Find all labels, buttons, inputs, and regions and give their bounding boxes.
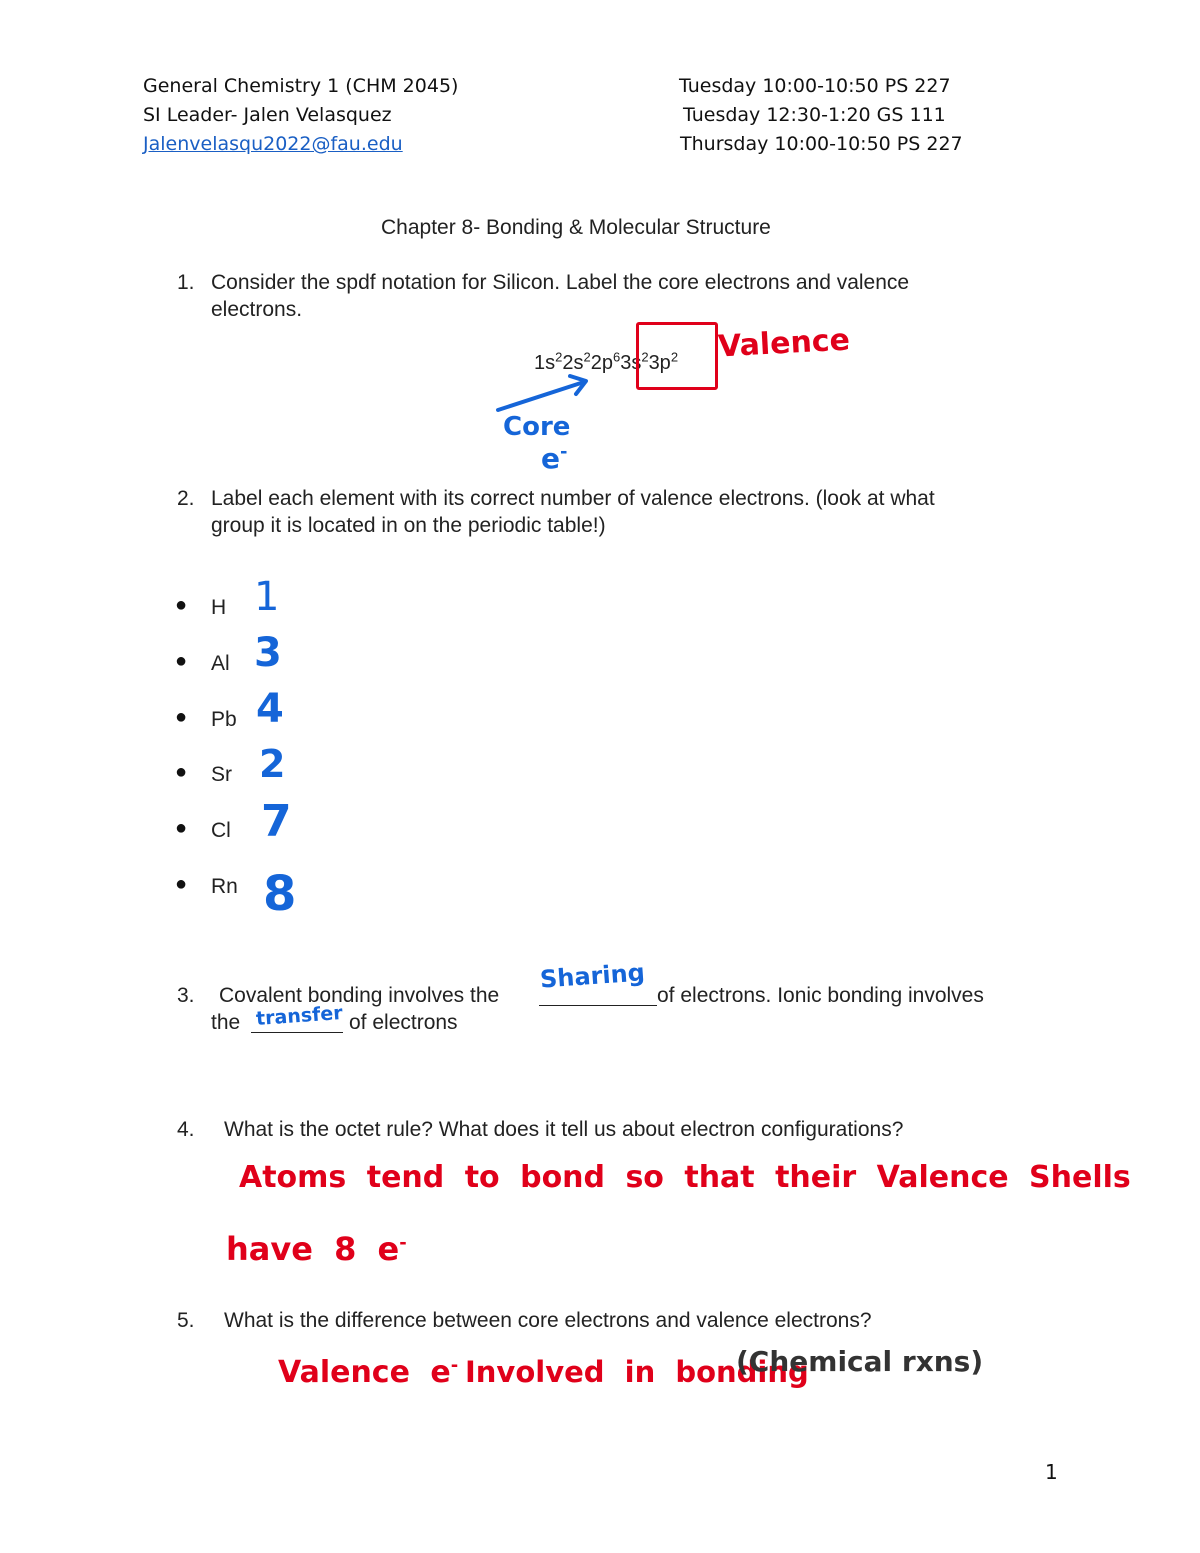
q5-text: What is the difference between core electrons and valence electrons? <box>224 1309 872 1332</box>
q3-text-a: Covalent bonding involves the <box>219 984 500 1007</box>
q2-text-line1: Label each element with its correct number of valence electrons. (look at what <box>211 487 935 510</box>
answer-al: 3 <box>254 630 282 676</box>
valence-label: Valence <box>717 322 851 365</box>
core-label: Core <box>503 412 571 442</box>
core-e-label: e- <box>541 441 568 475</box>
answer-pb: 4 <box>256 686 284 732</box>
q5-answer-bonding: Involved in bonding <box>465 1355 809 1389</box>
course-title: General Chemistry 1 (CHM 2045) <box>143 75 459 97</box>
silicon-notation: $1s^22s^22p^63s^23p^2$ <box>534 349 679 374</box>
q3-answer-transfer: transfer <box>255 1002 344 1030</box>
q3-number: 3. <box>177 984 195 1007</box>
q3-text-c: the <box>211 1011 241 1034</box>
element-pb: Pb <box>211 708 237 731</box>
q1-number: 1. <box>177 271 195 294</box>
answer-h: 1 <box>254 574 280 620</box>
q3-answer-sharing: Sharing <box>539 958 646 994</box>
email-link[interactable]: Jalenvelasqu2022@fau.edu <box>143 133 403 155</box>
session-1: Tuesday 10:00-10:50 PS 227 <box>679 75 951 97</box>
bullet-icon: ● <box>175 817 188 839</box>
bullet-icon: ● <box>175 594 188 616</box>
answer-cl: 7 <box>261 796 292 847</box>
element-h: H <box>211 596 227 619</box>
answer-sr: 2 <box>259 742 286 786</box>
q2-text-line2: group it is located in on the periodic table!) <box>211 514 606 537</box>
element-rn: Rn <box>211 875 238 898</box>
session-2: Tuesday 12:30-1:20 GS 111 <box>683 104 946 126</box>
bullet-icon: ● <box>175 761 188 783</box>
page-number: 1 <box>1045 1460 1058 1484</box>
q4-answer-line2: have 8 e- <box>226 1230 407 1268</box>
q5-answer-chemical: (Chemical rxns) <box>736 1345 984 1378</box>
q5-answer-valence: Valence e- <box>278 1355 459 1390</box>
q4-answer-line1: Atoms tend to bond so that their Valence Shells <box>239 1160 1131 1195</box>
q4-number: 4. <box>177 1118 195 1141</box>
chapter-title: Chapter 8- Bonding & Molecular Structure <box>381 216 771 239</box>
bullet-icon: ● <box>175 706 188 728</box>
q5-number: 5. <box>177 1309 195 1332</box>
valence-box <box>636 322 718 390</box>
session-3: Thursday 10:00-10:50 PS 227 <box>680 133 963 155</box>
q1-text-line2: electrons. <box>211 298 303 321</box>
q2-number: 2. <box>177 487 195 510</box>
answer-rn: 8 <box>263 866 297 922</box>
q4-text: What is the octet rule? What does it tell us about electron configurations? <box>224 1118 904 1141</box>
q1-text-line1: Consider the spdf notation for Silicon. Label the core electrons and valence <box>211 271 910 294</box>
bullet-icon: ● <box>175 650 188 672</box>
element-cl: Cl <box>211 819 231 842</box>
q3-text-d: of electrons <box>349 1011 458 1034</box>
bullet-icon: ● <box>175 873 188 895</box>
element-sr: Sr <box>211 763 232 786</box>
q3-text-b: of electrons. Ionic bonding involves <box>657 984 984 1007</box>
si-leader: SI Leader- Jalen Velasquez <box>143 104 392 126</box>
element-al: Al <box>211 652 230 675</box>
